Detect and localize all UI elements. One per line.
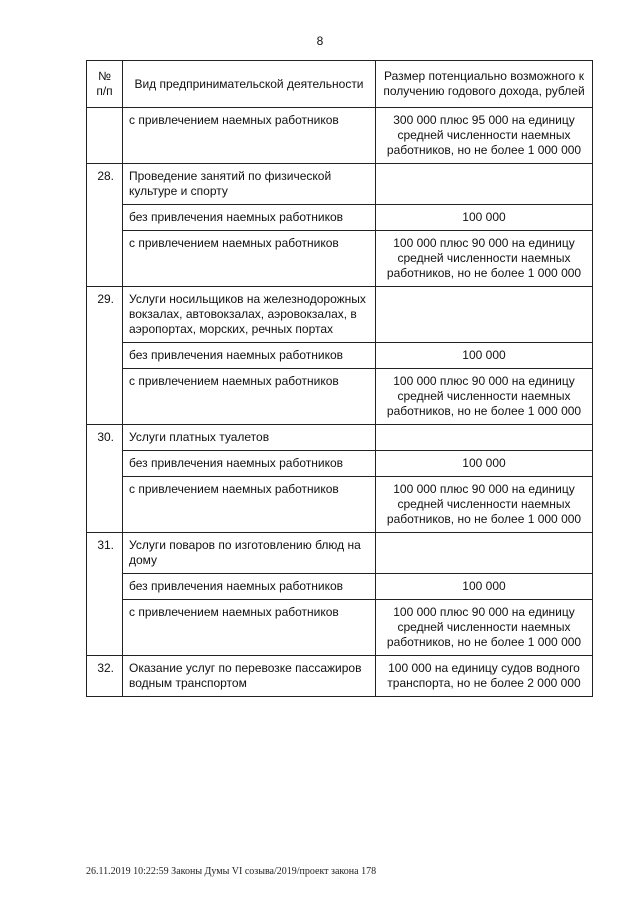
activity-cell: Оказание услуг по перевозке пассажиров водным транспортом — [123, 656, 376, 697]
row-number — [87, 369, 123, 425]
page-number: 8 — [316, 34, 324, 48]
income-cell: 100 000 плюс 90 000 на единицу средней численности наемных работников, но не более 1 000 000 — [376, 231, 593, 287]
activity-cell: с привлечением наемных работников — [123, 600, 376, 656]
table-row — [87, 425, 593, 451]
row-number — [87, 231, 123, 287]
row-number: 31. — [87, 533, 123, 574]
row-number — [87, 451, 123, 477]
income-cell — [376, 425, 593, 451]
row-number — [87, 205, 123, 231]
table-row — [87, 369, 593, 425]
activity-income-table — [86, 60, 593, 697]
table-body — [87, 108, 593, 697]
activity-cell: Услуги носильщиков на железнодорожных вокзалах, автовокзалах, аэровокзалах, в аэропортах, морских, речных портах — [123, 287, 376, 343]
header-activity: Вид предпринимательской деятельности — [123, 61, 376, 108]
activity-cell: с привлечением наемных работников — [123, 108, 376, 164]
table-row — [87, 477, 593, 533]
activity-cell: Услуги поваров по изготовлению блюд на дому — [123, 533, 376, 574]
income-cell: 100 000 на единицу судов водного транспорта, но не более 2 000 000 — [376, 656, 593, 697]
table-header-row — [87, 61, 593, 108]
table-row — [87, 656, 593, 697]
row-number: 30. — [87, 425, 123, 451]
table-row — [87, 205, 593, 231]
income-cell: 100 000 плюс 90 000 на единицу средней численности наемных работников, но не более 1 000 000 — [376, 600, 593, 656]
income-cell: 100 000 — [376, 451, 593, 477]
table-row — [87, 287, 593, 343]
income-cell: 100 000 плюс 90 000 на единицу средней численности наемных работников, но не более 1 000 000 — [376, 369, 593, 425]
document-footer: 26.11.2019 10:22:59 Законы Думы VI созыва/2019/проект закона 178 — [86, 866, 377, 877]
income-cell: 300 000 плюс 95 000 на единицу средней численности наемных работников, но не более 1 000 000 — [376, 108, 593, 164]
row-number: 32. — [87, 656, 123, 697]
row-number — [87, 108, 123, 164]
income-cell — [376, 533, 593, 574]
row-number — [87, 477, 123, 533]
table-row — [87, 343, 593, 369]
activity-cell: без привлечения наемных работников — [123, 451, 376, 477]
income-cell: 100 000 — [376, 343, 593, 369]
table-row — [87, 164, 593, 205]
row-number: 28. — [87, 164, 123, 205]
activity-cell: с привлечением наемных работников — [123, 231, 376, 287]
header-income: Размер потенциально возможного к получению годового дохода, рублей — [376, 61, 593, 108]
table-row — [87, 451, 593, 477]
header-num: № п/п — [87, 61, 123, 108]
income-cell — [376, 164, 593, 205]
income-cell — [376, 287, 593, 343]
activity-cell: без привлечения наемных работников — [123, 205, 376, 231]
activity-cell: с привлечением наемных работников — [123, 477, 376, 533]
table-row — [87, 600, 593, 656]
income-cell: 100 000 плюс 90 000 на единицу средней численности наемных работников, но не более 1 000 000 — [376, 477, 593, 533]
income-cell: 100 000 — [376, 574, 593, 600]
income-cell: 100 000 — [376, 205, 593, 231]
table-row — [87, 231, 593, 287]
table-row — [87, 533, 593, 574]
row-number — [87, 574, 123, 600]
row-number — [87, 343, 123, 369]
row-number: 29. — [87, 287, 123, 343]
activity-cell: без привлечения наемных работников — [123, 574, 376, 600]
activity-cell: Проведение занятий по физической культуре и спорту — [123, 164, 376, 205]
row-number — [87, 600, 123, 656]
table-row — [87, 108, 593, 164]
activity-cell: Услуги платных туалетов — [123, 425, 376, 451]
table-row — [87, 574, 593, 600]
activity-cell: с привлечением наемных работников — [123, 369, 376, 425]
activity-cell: без привлечения наемных работников — [123, 343, 376, 369]
